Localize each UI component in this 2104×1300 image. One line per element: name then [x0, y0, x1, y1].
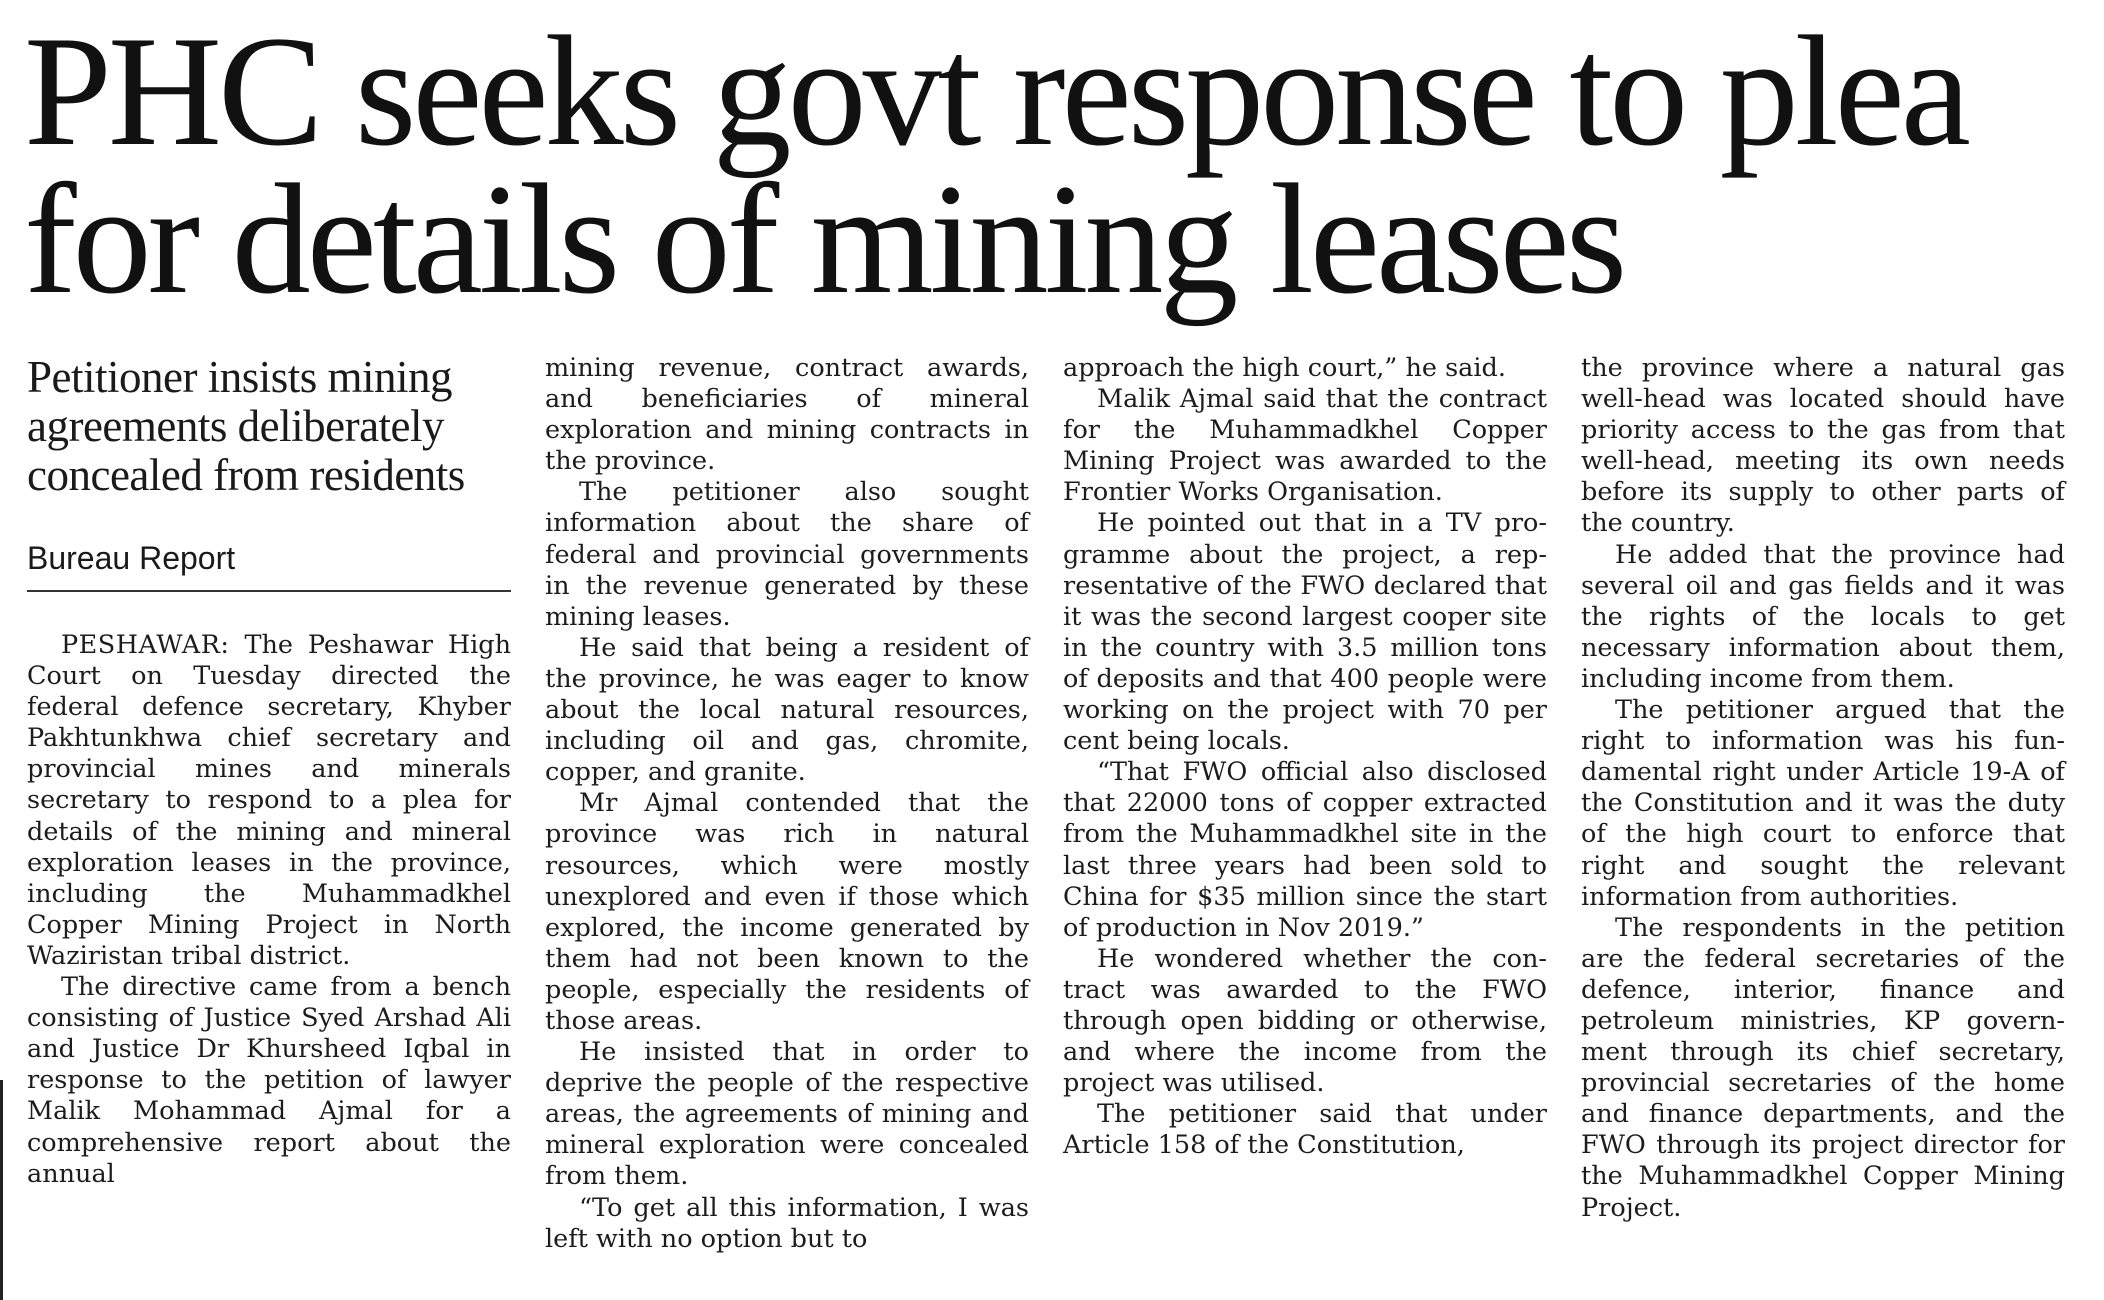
article-column-3 — [1063, 353, 1547, 1161]
article-paragraph: He insisted that in order to deprive the people of the respective areas, the agreements of mining and mineral exploration were concealed from them. — [545, 1037, 1029, 1192]
article-paragraph: The petitioner said that under Article 158 of the Constitution, — [1063, 1099, 1547, 1161]
article-paragraph: The petitioner also sought information about the share of federal and provincial governments in the revenue generated by these mining leases. — [545, 477, 1029, 632]
article-paragraph: Mr Ajmal contended that the province was rich in natural resources, which were mostly unexplored and even if those which explored, the income generated by them had not been known to the people, especially the residents of those areas. — [545, 788, 1029, 1036]
article-paragraph: He added that the province had several oil and gas fields and it was the rights of the locals to get necessary information about them, including income from them. — [1581, 539, 2065, 694]
article-column-4 — [1581, 353, 2065, 1224]
article-paragraph: approach the high court,” he said. — [1063, 353, 1506, 383]
article-column-2 — [545, 353, 1029, 1255]
article-paragraph: “To get all this information, I was left with no option but to — [545, 1192, 1029, 1254]
article-paragraph: The respondents in the petition are the federal secretaries of the defence, interior, finance and petroleum ministries, KP government through its chief secretary, provincial secretaries of the home and finance departments, and the FWO through its project director for the Muhammadkhel Copper Mining Project. — [1581, 912, 2065, 1223]
article-paragraph: The directive came from a bench consisting of Justice Syed Arshad Ali and Justice Dr Khursheed Iqbal in response to the petition of lawyer Malik Mohammad Ajmal for a comprehensive report about the annual — [27, 972, 511, 1189]
headline-line-1: PHC seeks govt response to plea — [24, 4, 1967, 179]
article-paragraph — [27, 630, 511, 972]
article-paragraph: He wondered whether the contract was awarded to the FWO through open bidding or otherwise, and where the income from the project was utilised. — [1063, 943, 1547, 1099]
headline — [24, 4, 2084, 327]
article-paragraph: Malik Ajmal said that the contract for the Muhammadkhel Copper Mining Project was awarded to the Frontier Works Organisation. — [1063, 384, 1547, 508]
article-column-1 — [27, 353, 511, 1190]
article-paragraph: the province where a natural gas well-head was located should have priority access to the gas from that well-head, meeting its own needs before its supply to other parts of the country. — [1581, 353, 2065, 539]
article-paragraph: He said that being a resident of the province, he was eager to know about the local natural resources, including oil and gas, chromite, copper, and granite. — [545, 632, 1029, 788]
margin-rule — [0, 1080, 3, 1300]
article-paragraph: The petitioner argued that the right to information was his fundamental right under Article 19-A of the Constitution and it was the duty of the high court to enforce that right and sought the relevant information from authorities. — [1581, 695, 2065, 912]
headline-line-2: for details of mining leases — [24, 152, 1624, 327]
byline: Bureau Report — [27, 540, 511, 592]
paragraph-text: The Peshawar High Court on Tuesday directed the federal defence secretary, Khyber Pakhtunkhwa chief secretary and provincial mines and minerals secretary to respond to a plea for details of the mining and mineral exploration leases in the province, including the Muhammadkhel Copper Mining Project in North Waziristan tribal district. — [27, 630, 511, 971]
subheadline: Petitioner insists mining agreements deliberately concealed from residents — [27, 352, 465, 500]
dateline: PESHAWAR: — [61, 630, 230, 660]
article-paragraph: mining revenue, contract awards, and beneficiaries of mineral exploration and mining contracts in the province. — [545, 353, 1029, 477]
article-paragraph: He pointed out that in a TV programme about the project, a representative of the FWO declared that it was the second largest cooper site in the country with 3.5 million tons of deposits and that 400 people were working on the project with 70 per cent being locals. — [1063, 508, 1547, 757]
article-paragraph: “That FWO official also disclosed that 22000 tons of copper extracted from the Muhammadkhel site in the last three years had been sold to China for $35 million since the start of production in Nov 2019.” — [1063, 757, 1547, 943]
